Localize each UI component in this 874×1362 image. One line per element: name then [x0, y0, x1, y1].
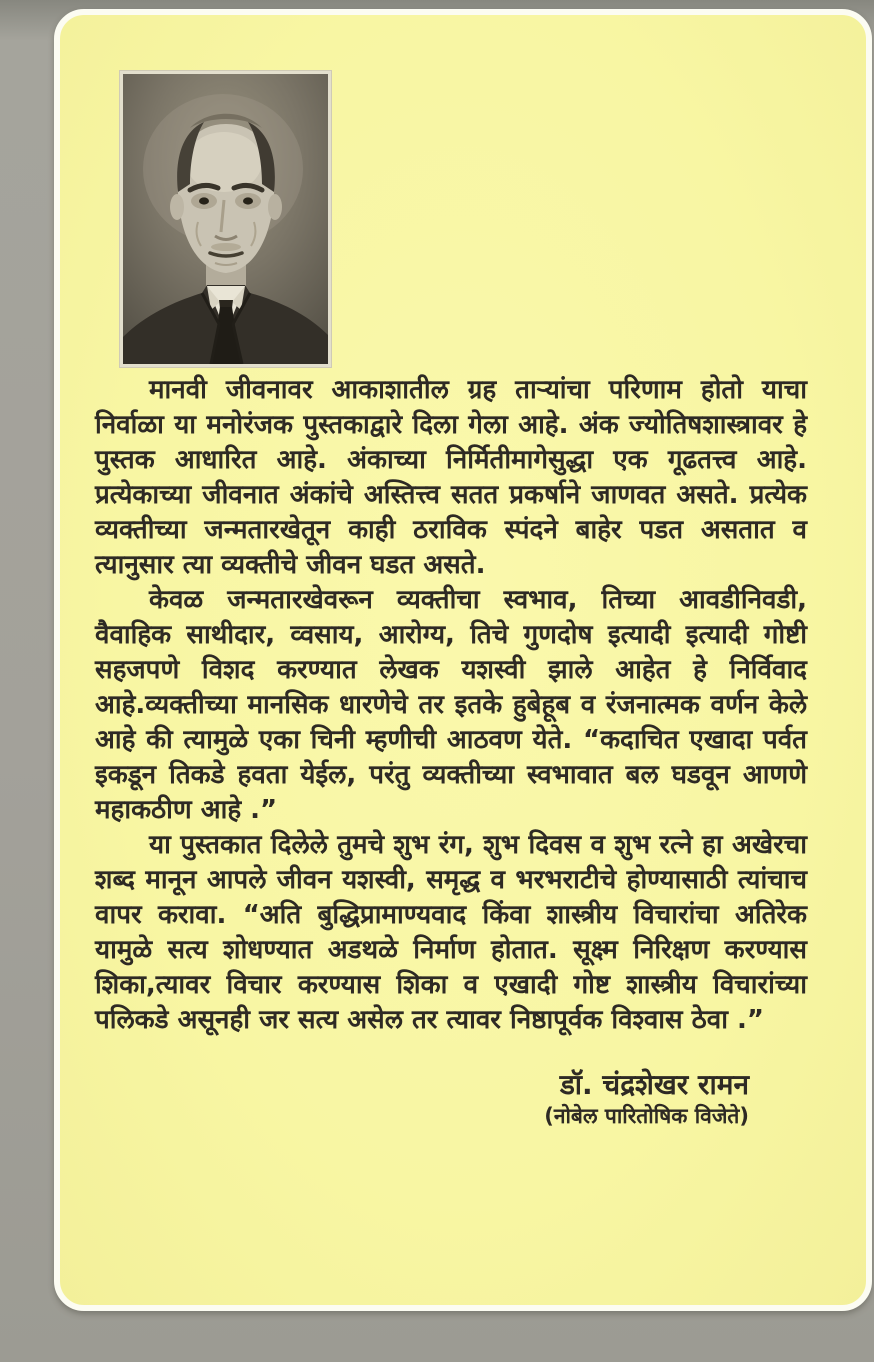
blurb-paragraph-3: या पुस्तकात दिलेले तुमचे शुभ रंग, शुभ दिवस व शुभ रत्ने हा अखेरचा शब्द मानून आपले जीवन यशस्वी, समृद्ध व भरभराटीचे होण्यासाठी त्यांचाच वापर करावा. “अति बुद्धिप्रामाण्यवाद किंवा शास्त्रीय विचारांचा अतिरेक यामुळे सत्य शोधण्यात अडथळे निर्माण होतात. सूक्ष्म निरिक्षण करण्यास शिका,त्यावर विचार करण्यास शिका व एखादी गोष्ट शास्त्रीय विचारांच्या पलिकडे असूनही जर सत्य असेल तर त्यावर निष्ठापूर्वक विश्वास ठेवा .” — [95, 830, 807, 1035]
book-back-cover — [54, 9, 872, 1311]
blurb-paragraph-2: केवळ जन्मतारखेवरून व्यक्तीचा स्वभाव, तिच्या आवडीनिवडी, वैवाहिक साथीदार, व्वसाय, आरोग्य, तिचे गुणदोष इत्यादी इत्यादी गोष्टी सहजपणे विशद करण्यात लेखक यशस्वी झाले आहेत हे निर्विवाद आहे.व्यक्तीच्या मानसिक धारणेचे तर इतके हुबेहूब व रंजनात्मक वर्णन केले आहे की त्यामुळे एका चिनी म्हणीची आठवण येते. “कदाचित एखादा पर्वत इकडून तिकडे हवता येईल, परंतु व्यक्तीच्या स्वभावात बल घडवून आणणे महाकठीण आहे .” — [95, 585, 807, 825]
endorsement-signature — [95, 1068, 807, 1130]
blurb-paragraph-1: मानवी जीवनावर आकाशातील ग्रह ताऱ्यांचा परिणाम होतो याचा निर्वाळा या मनोरंजक पुस्तकाद्वारे दिला गेला आहे. अंक ज्योतिषशास्त्रावर हे पुस्तक आधारित आहे. अंकाच्या निर्मितीमागेसुद्धा एक गूढतत्त्व आहे. प्रत्येकाच्या जीवनात अंकांचे अस्तित्त्व सतत प्रकर्षाने जाणवत असते. प्रत्येक व्यक्तीच्या जन्मतारखेतून काही ठराविक स्पंदने बाहेर पडत असतात व त्यानुसार त्या व्यक्तीचे जीवन घडत असते. — [95, 375, 807, 580]
endorser-title: (नोबेल पारितोषिक विजेते) — [544, 1104, 749, 1128]
author-photo-art — [123, 74, 328, 364]
author-photo — [120, 71, 331, 367]
endorser-name: डॉ. चंद्रशेखर रामन — [559, 1068, 749, 1101]
blurb-text-block — [95, 373, 807, 1130]
